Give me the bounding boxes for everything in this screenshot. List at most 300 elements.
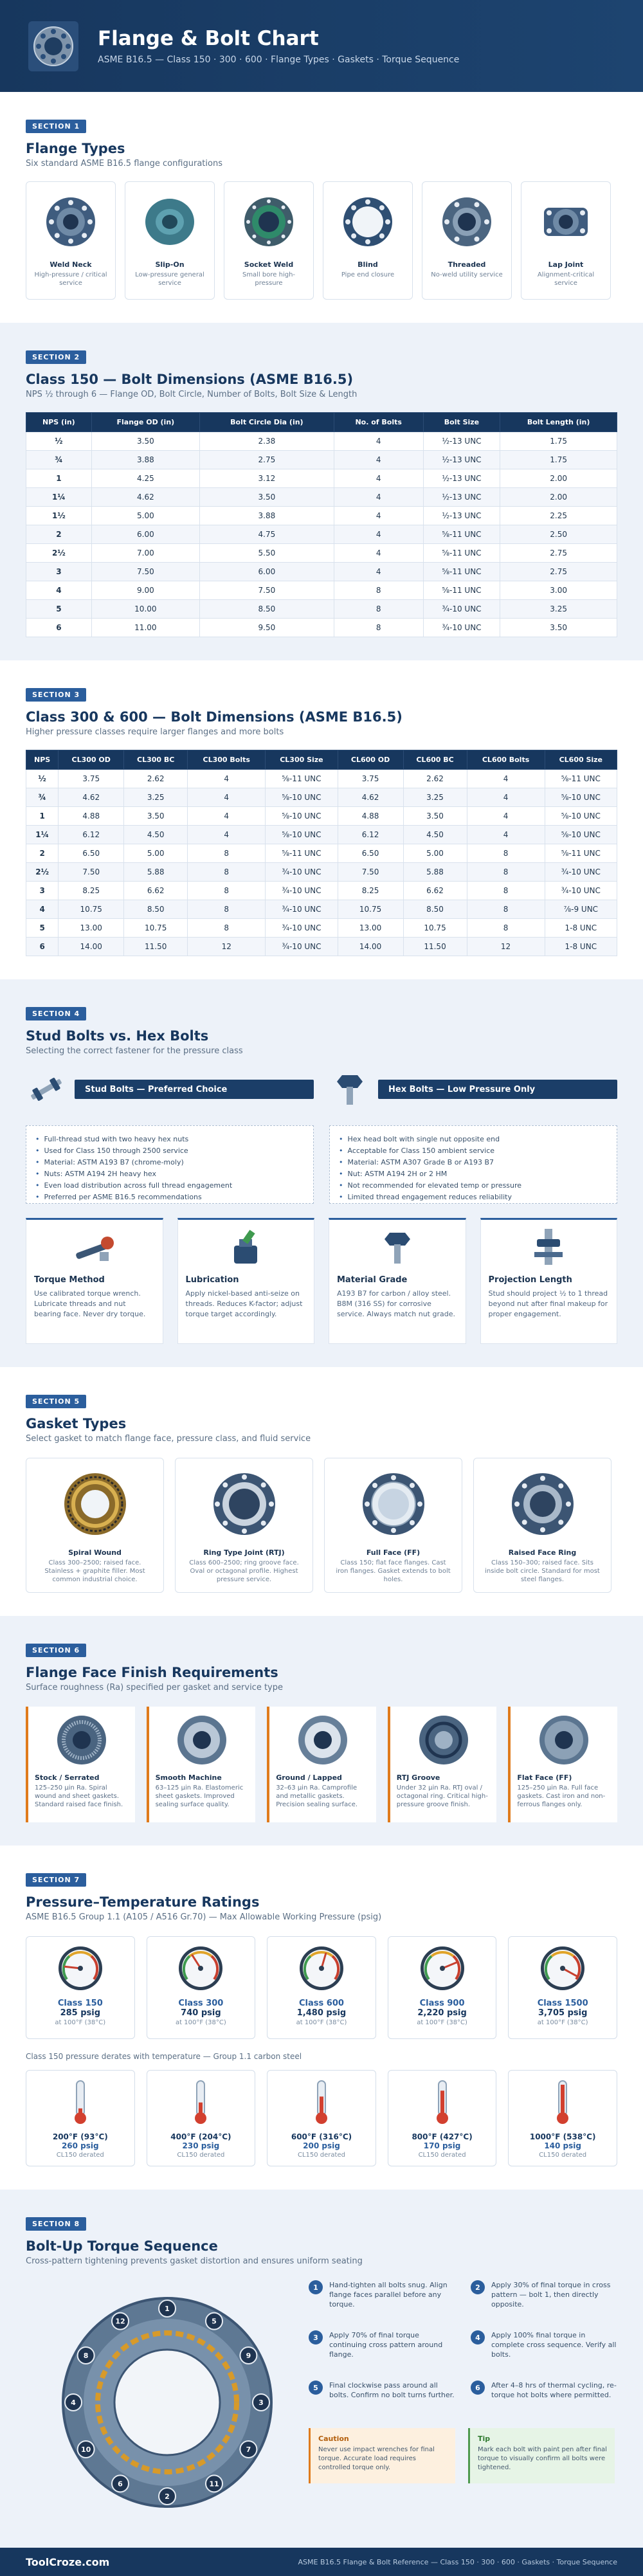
rating-temp: at 100°F (38°C): [55, 2019, 106, 2026]
table-cell: 11.50: [403, 938, 467, 956]
section-subtitle: Cross-pattern tightening prevents gasket distortion and ensures uniform seating: [26, 2256, 363, 2266]
table-cell: 2.38: [199, 432, 334, 451]
table-cell: 4: [188, 788, 266, 807]
torque-bolt: [78, 2441, 95, 2458]
table-cell: 2½: [26, 544, 92, 563]
table-cell: 4: [334, 507, 423, 525]
section-subtitle: Higher pressure classes require larger flanges and more bolts: [26, 727, 284, 737]
hex-bolt-icon: [329, 1071, 370, 1107]
table-cell: ¾: [26, 788, 59, 807]
table-cell: 6.62: [124, 882, 188, 900]
table-row: [26, 900, 617, 919]
torque-bolt-number: 8: [83, 2352, 89, 2360]
stud-bolt-item: • Preferred per ASME B16.5 recommendations: [35, 1192, 304, 1203]
tip-name: Lubrication: [185, 1275, 239, 1285]
table-cell: 3: [26, 882, 59, 900]
table-header-cell: No. of Bolts: [334, 413, 423, 432]
table-cell: 2: [26, 525, 92, 544]
table-row: [26, 544, 617, 563]
face-finish-card: [508, 1707, 617, 1822]
table-cell: ⅝-10 UNC: [266, 807, 338, 826]
gasket-name: Raised Face Ring: [508, 1548, 577, 1557]
table-row: [26, 807, 617, 826]
table-cell: 8: [467, 863, 545, 882]
table-cell: 3: [26, 563, 92, 581]
finish-desc: Under 32 µin Ra. RTJ oval / octagonal ring. Critical high-pressure groove finish.: [396, 1784, 488, 1808]
table-header-cell: NPS: [26, 750, 59, 770]
table-row: [26, 788, 617, 807]
flange-type-card: [26, 181, 116, 300]
table-cell: ½-13 UNC: [423, 507, 500, 525]
table-cell: 8: [467, 919, 545, 938]
socket-weld-flange-icon: [238, 191, 300, 253]
table-cell: 1¼: [26, 488, 92, 507]
section-badge: SECTION 2: [26, 350, 86, 364]
lap-joint-flange-icon: [535, 191, 597, 253]
table-cell: 10.75: [338, 900, 403, 919]
stud-bolt-label: Stud Bolts — Preferred Choice: [75, 1080, 314, 1099]
page-subtitle: ASME B16.5 — Class 150 · 300 · 600 · Flange Types · Gaskets · Torque Sequence: [98, 55, 460, 65]
table-header-cell: Bolt Circle Dia (in): [199, 413, 334, 432]
flange-type-desc: Alignment-critical service: [537, 271, 595, 287]
table-cell: 8: [188, 919, 266, 938]
derate-label: CL150 derated: [297, 2152, 345, 2159]
step-text: Hand-tighten all bolts snug. Align flange faces parallel before any torque.: [329, 2281, 448, 2308]
table-cell: ½-13 UNC: [423, 451, 500, 469]
table-cell: ⅝-10 UNC: [266, 788, 338, 807]
table-cell: 14.00: [338, 938, 403, 956]
table-cell: ¾-10 UNC: [266, 863, 338, 882]
table-row: [26, 770, 617, 788]
rating-temp: at 100°F (38°C): [417, 2019, 467, 2026]
table-cell: 8: [334, 600, 423, 619]
table-cell: 8: [188, 863, 266, 882]
torque-bolt-number: 9: [246, 2352, 251, 2360]
section-face-finish: [0, 1616, 643, 1846]
flange-type-card: [422, 181, 512, 300]
table-cell: ¾-10 UNC: [266, 882, 338, 900]
table-cell: 8: [188, 844, 266, 863]
table-cell: ¾-10 UNC: [545, 863, 617, 882]
table-cell: 4: [26, 900, 59, 919]
table-cell: 3.00: [500, 581, 617, 600]
table-cell: 3.50: [403, 807, 467, 826]
torque-bolt-number: 11: [209, 2480, 219, 2489]
table-cell: 3.50: [124, 807, 188, 826]
table-cell: 1: [26, 469, 92, 488]
step-text: After 4–8 hrs of thermal cycling, re-torque hot bolts where permitted.: [491, 2381, 617, 2399]
table-cell: 8: [467, 844, 545, 863]
gasket-name: Ring Type Joint (RTJ): [203, 1548, 285, 1557]
table-cell: 4: [188, 826, 266, 844]
table-cell: 4.62: [91, 488, 199, 507]
stud-bolt-item: • Nuts: ASTM A194 2H heavy hex: [35, 1168, 304, 1180]
step-number: 3: [309, 2330, 323, 2345]
torque-bolt-number: 2: [165, 2492, 170, 2501]
rating-value: 285 psig: [60, 2008, 101, 2018]
section-title: Class 150 — Bolt Dimensions (ASME B16.5): [26, 372, 354, 387]
fastener-tip-card: [480, 1218, 618, 1344]
hex-bolt-item: • Hex head bolt with single nut opposite end: [339, 1134, 608, 1145]
table-cell: ⅝-11 UNC: [266, 844, 338, 863]
table-cell: 4.50: [124, 826, 188, 844]
section-class150-table: [0, 323, 643, 660]
step-number: 6: [471, 2381, 485, 2395]
table-cell: ¾-10 UNC: [266, 938, 338, 956]
table-cell: ⅝-11 UNC: [423, 525, 500, 544]
table-cell: 5.50: [199, 544, 334, 563]
table-cell: 6.00: [199, 563, 334, 581]
torque-step: [471, 2280, 617, 2320]
table-cell: 4: [467, 807, 545, 826]
rating-temp: at 100°F (38°C): [537, 2019, 588, 2026]
fastener-tip-card: [26, 1218, 163, 1344]
section-title: Gasket Types: [26, 1416, 127, 1431]
flange-type-desc: Pipe end closure: [341, 271, 395, 278]
torque-step: [471, 2330, 617, 2370]
torque-sequence-diagram: [26, 2280, 309, 2525]
table-row: [26, 863, 617, 882]
table-header-cell: Flange OD (in): [91, 413, 199, 432]
flange-type-desc: Low-pressure general service: [135, 271, 204, 287]
smooth-face-icon: [175, 1713, 229, 1767]
thermometer-icon: [309, 2078, 334, 2126]
table-cell: ¾-10 UNC: [423, 619, 500, 637]
pressure-rating-card: [26, 1936, 135, 2039]
caution-title: Caution: [318, 2435, 349, 2443]
table-cell: 10.00: [91, 600, 199, 619]
derate-card: [26, 2070, 135, 2166]
table-cell: 14.00: [59, 938, 124, 956]
table-header-cell: CL600 OD: [338, 750, 403, 770]
torque-bolt-number: 3: [258, 2399, 264, 2407]
table-cell: 4: [334, 488, 423, 507]
derate-card: [147, 2070, 256, 2166]
derate-temp: 400°F (204°C): [170, 2132, 231, 2141]
table-cell: 6.00: [91, 525, 199, 544]
table-row: [26, 451, 617, 469]
derate-card: [508, 2070, 617, 2166]
table-header-cell: NPS (in): [26, 413, 92, 432]
derate-note: Class 150 pressure derates with temperature — Group 1.1 carbon steel: [26, 2052, 302, 2061]
derate-label: CL150 derated: [56, 2152, 104, 2159]
table-cell: 4.25: [91, 469, 199, 488]
table-cell: 9.00: [91, 581, 199, 600]
torque-bolt: [112, 2475, 129, 2492]
table-cell: 8.50: [124, 900, 188, 919]
table-cell: 12: [188, 938, 266, 956]
thermometer-icon: [550, 2078, 575, 2126]
table-row: [26, 469, 617, 488]
thermometer-icon: [430, 2078, 455, 2126]
table-header-cell: CL300 BC: [124, 750, 188, 770]
hex-bolt-item: • Limited thread engagement reduces reliability: [339, 1192, 608, 1203]
gasket-card: [26, 1458, 164, 1593]
table-cell: 4: [467, 788, 545, 807]
torque-bolt: [159, 2300, 176, 2317]
table-cell: 6.62: [403, 882, 467, 900]
tip-desc: Use calibrated torque wrench. Lubricate threads and nut bearing face. Never dry torque.: [34, 1289, 146, 1318]
stud-bolt-column: [26, 1071, 314, 1204]
section-subtitle: ASME B16.5 Group 1.1 (A105 / A516 Gr.70) — Max Allowable Working Pressure (psig): [26, 1912, 382, 1922]
tip-desc: Stud should project ½ to 1 thread beyond nut after final makeup for proper engagement.: [488, 1289, 608, 1318]
table-cell: 10.75: [403, 919, 467, 938]
torque-bolt-number: 4: [71, 2399, 76, 2407]
caution-text: Never use impact wrenches for final torque. Accurate load requires controlled torque only.: [318, 2446, 435, 2471]
flange-type-cards: [26, 181, 617, 300]
table-cell: 13.00: [338, 919, 403, 938]
table-cell: 3.88: [91, 451, 199, 469]
table-cell: ⅝-11 UNC: [423, 581, 500, 600]
table-cell: 4: [26, 581, 92, 600]
step-text: Apply 30% of final torque in cross pattern — bolt 1, then directly opposite.: [491, 2281, 611, 2308]
pressure-gauge-icon: [539, 1945, 586, 1992]
flat-face-icon: [537, 1713, 591, 1767]
torque-wrench-icon: [71, 1226, 118, 1267]
derate-temp: 1000°F (538°C): [529, 2132, 596, 2141]
footer-note: ASME B16.5 Flange & Bolt Reference — Class 150 · 300 · 600 · Gaskets · Torque Sequence: [298, 2557, 617, 2566]
torque-bolt-number: 7: [246, 2445, 251, 2454]
table-cell: 4: [334, 451, 423, 469]
finish-name: Flat Face (FF): [517, 1773, 572, 1782]
tip-title: Tip: [478, 2435, 491, 2443]
bolt-nut-icon: [374, 1226, 421, 1267]
full-face-gasket-icon: [358, 1469, 429, 1539]
table-cell: 3.75: [338, 770, 403, 788]
table-cell: ¾-10 UNC: [423, 600, 500, 619]
pressure-gauge-icon: [57, 1945, 104, 1992]
table-cell: 4.62: [338, 788, 403, 807]
section-title: Pressure–Temperature Ratings: [26, 1894, 260, 1910]
table-cell: 2: [26, 844, 59, 863]
table-cell: ¾-10 UNC: [266, 900, 338, 919]
table-cell: 3.12: [199, 469, 334, 488]
table-row: [26, 507, 617, 525]
torque-bolt: [159, 2488, 176, 2505]
pressure-gauge-icon: [298, 1945, 345, 1992]
threaded-flange-icon: [436, 191, 498, 253]
table-cell: 3.25: [403, 788, 467, 807]
table-cell: 5.00: [403, 844, 467, 863]
table-header-cell: CL300 OD: [59, 750, 124, 770]
gasket-card: [473, 1458, 611, 1593]
table-row: [26, 938, 617, 956]
section-subtitle: Six standard ASME B16.5 flange configurations: [26, 159, 222, 168]
section-badge: SECTION 6: [26, 1644, 86, 1657]
hex-bolt-item: • Acceptable for Class 150 ambient service: [339, 1145, 608, 1157]
table-cell: 6.12: [338, 826, 403, 844]
table-row: [26, 563, 617, 581]
table-cell: 8: [188, 900, 266, 919]
fastener-tip-card: [329, 1218, 466, 1344]
section-title: Flange Types: [26, 141, 125, 156]
table-cell: ⅝-10 UNC: [545, 826, 617, 844]
derate-card: [388, 2070, 497, 2166]
table-row: [26, 844, 617, 863]
tip-desc: Apply nickel-based anti-seize on threads. Reduces K-factor; adjust torque target accordingly.: [185, 1289, 303, 1318]
table-cell: 8: [188, 882, 266, 900]
slip-on-flange-icon: [139, 191, 201, 253]
torque-bolt: [206, 2475, 222, 2492]
table-cell: ⅝-10 UNC: [266, 826, 338, 844]
rating-temp: at 100°F (38°C): [176, 2019, 226, 2026]
table-cell: 4.88: [59, 807, 124, 826]
pressure-rating-cards: [26, 1936, 617, 2039]
torque-bolt-number: 1: [165, 2305, 170, 2313]
gasket-card: [324, 1458, 462, 1593]
torque-bolt: [112, 2313, 129, 2330]
stud-projection-icon: [525, 1226, 572, 1267]
table-cell: 5.88: [124, 863, 188, 882]
stud-bolt-item: • Material: ASTM A193 B7 (chrome-moly): [35, 1157, 304, 1168]
table-cell: 5.88: [403, 863, 467, 882]
torque-step: [309, 2330, 455, 2370]
ring-type-joint-icon: [209, 1469, 280, 1539]
footer-brand: ToolCroze.com: [26, 2555, 110, 2568]
derate-label: CL150 derated: [539, 2152, 587, 2159]
flange-type-card: [521, 181, 611, 300]
flange-type-name: Blind: [358, 260, 378, 269]
step-number: 4: [471, 2330, 485, 2345]
table-cell: 5.00: [124, 844, 188, 863]
table-cell: 4: [334, 469, 423, 488]
table-cell: 2.75: [500, 544, 617, 563]
fastener-tip-card: [177, 1218, 315, 1344]
step-number: 5: [309, 2381, 323, 2395]
table-cell: 4: [467, 770, 545, 788]
lubricant-icon: [222, 1226, 269, 1267]
derate-cards: [26, 2070, 617, 2166]
table-cell: 1¼: [26, 826, 59, 844]
table-cell: 4.88: [338, 807, 403, 826]
flange-type-name: Lap Joint: [548, 260, 584, 269]
flange-type-name: Threaded: [448, 260, 486, 269]
spiral-wound-gasket-icon: [60, 1469, 131, 1539]
derate-value: 170 psig: [423, 2141, 461, 2150]
table-cell: ½-13 UNC: [423, 432, 500, 451]
pressure-rating-card: [147, 1936, 256, 2039]
torque-step: [471, 2381, 617, 2420]
torque-step: [309, 2280, 455, 2320]
table-header-cell: CL600 Bolts: [467, 750, 545, 770]
hex-bolt-list: [329, 1125, 617, 1204]
table-cell: 2.75: [500, 563, 617, 581]
hex-bolt-item: • Not recommended for elevated temp or pressure: [339, 1180, 608, 1192]
torque-bolt: [253, 2394, 269, 2411]
table-cell: 7.00: [91, 544, 199, 563]
table-cell: 3.25: [500, 600, 617, 619]
table-cell: ¾: [26, 451, 92, 469]
table-row: [26, 525, 617, 544]
derate-value: 260 psig: [61, 2141, 99, 2150]
face-finish-cards: [26, 1707, 617, 1822]
gasket-desc: Class 600–2500; ring groove face. Oval or octagonal profile. Highest pressure service.: [189, 1559, 299, 1583]
table-row: [26, 488, 617, 507]
class150-bolt-table: [26, 412, 617, 637]
serrated-face-icon: [55, 1713, 109, 1767]
table-cell: ½: [26, 770, 59, 788]
blind-flange-icon: [337, 191, 399, 253]
tip-text: Mark each bolt with paint pen after final torque to visually confirm all bolts were tightened.: [478, 2446, 607, 2471]
table-cell: 8: [467, 882, 545, 900]
table-cell: 2.62: [124, 770, 188, 788]
finish-name: RTJ Groove: [396, 1773, 440, 1782]
torque-bolt-number: 12: [115, 2317, 125, 2326]
table-cell: 8.50: [199, 600, 334, 619]
page-title: Flange & Bolt Chart: [98, 27, 319, 50]
torque-bolt-number: 10: [80, 2445, 91, 2454]
torque-step: [309, 2381, 455, 2420]
table-cell: ½-13 UNC: [423, 469, 500, 488]
derate-temp: 800°F (427°C): [412, 2132, 473, 2141]
table-cell: ½: [26, 432, 92, 451]
table-cell: 3.50: [199, 488, 334, 507]
gasket-desc: Class 150–300; raised face. Sits inside bolt circle. Standard for most steel flanges.: [485, 1559, 600, 1583]
table-cell: 7.50: [338, 863, 403, 882]
table-cell: 5: [26, 919, 59, 938]
rating-class: Class 600: [299, 1999, 344, 2008]
finish-name: Stock / Serrated: [35, 1773, 100, 1782]
gasket-cards: [26, 1458, 617, 1593]
table-cell: 4: [188, 807, 266, 826]
section-title: Bolt-Up Torque Sequence: [26, 2238, 218, 2254]
tip-name: Torque Method: [34, 1275, 105, 1285]
thermometer-icon: [68, 2078, 93, 2126]
step-number: 1: [309, 2280, 323, 2294]
table-row: [26, 826, 617, 844]
table-header-cell: Bolt Size: [423, 413, 500, 432]
class300-600-bolt-table: [26, 750, 617, 956]
table-cell: 8: [334, 581, 423, 600]
table-cell: 4.62: [59, 788, 124, 807]
tip-name: Projection Length: [488, 1275, 572, 1285]
table-cell: 6.12: [59, 826, 124, 844]
flange-type-card: [323, 181, 413, 300]
derate-label: CL150 derated: [418, 2152, 466, 2159]
flange-type-desc: No-weld utility service: [431, 271, 503, 278]
derate-temp: 600°F (316°C): [291, 2132, 352, 2141]
table-cell: 8: [467, 900, 545, 919]
flange-logo-icon: [26, 19, 81, 74]
table-cell: 3.50: [500, 619, 617, 637]
table-cell: ⅝-11 UNC: [423, 544, 500, 563]
section-badge: SECTION 1: [26, 120, 86, 133]
rating-class: Class 150: [57, 1999, 103, 2008]
section-badge: SECTION 3: [26, 688, 86, 702]
table-cell: 2.25: [500, 507, 617, 525]
table-cell: 8.25: [59, 882, 124, 900]
table-cell: 9.50: [199, 619, 334, 637]
table-cell: 4: [334, 525, 423, 544]
table-cell: 1-8 UNC: [545, 919, 617, 938]
flange-type-desc: High-pressure / critical service: [34, 271, 107, 287]
table-row: [26, 600, 617, 619]
tip-note: [468, 2428, 615, 2483]
torque-bolt: [206, 2313, 222, 2330]
gasket-desc: Class 150; flat face flanges. Cast iron flanges. Gasket extends to bolt holes.: [336, 1559, 451, 1583]
tip-name: Material Grade: [337, 1275, 408, 1285]
face-finish-card: [267, 1707, 376, 1822]
table-row: [26, 882, 617, 900]
tip-desc: A193 B7 for carbon / alloy steel. B8M (316 SS) for corrosive service. Always match nut grade.: [337, 1289, 455, 1318]
hex-bolt-column: [329, 1071, 617, 1204]
table-cell: 6.50: [59, 844, 124, 863]
pressure-rating-card: [388, 1936, 497, 2039]
finish-desc: 32–63 µin Ra. Camprofile and metallic gaskets. Precision sealing surface.: [276, 1784, 358, 1808]
section-stud-vs-hex: [0, 979, 643, 1367]
rating-class: Class 900: [419, 1999, 465, 2008]
rating-class: Class 1500: [537, 1999, 588, 2008]
